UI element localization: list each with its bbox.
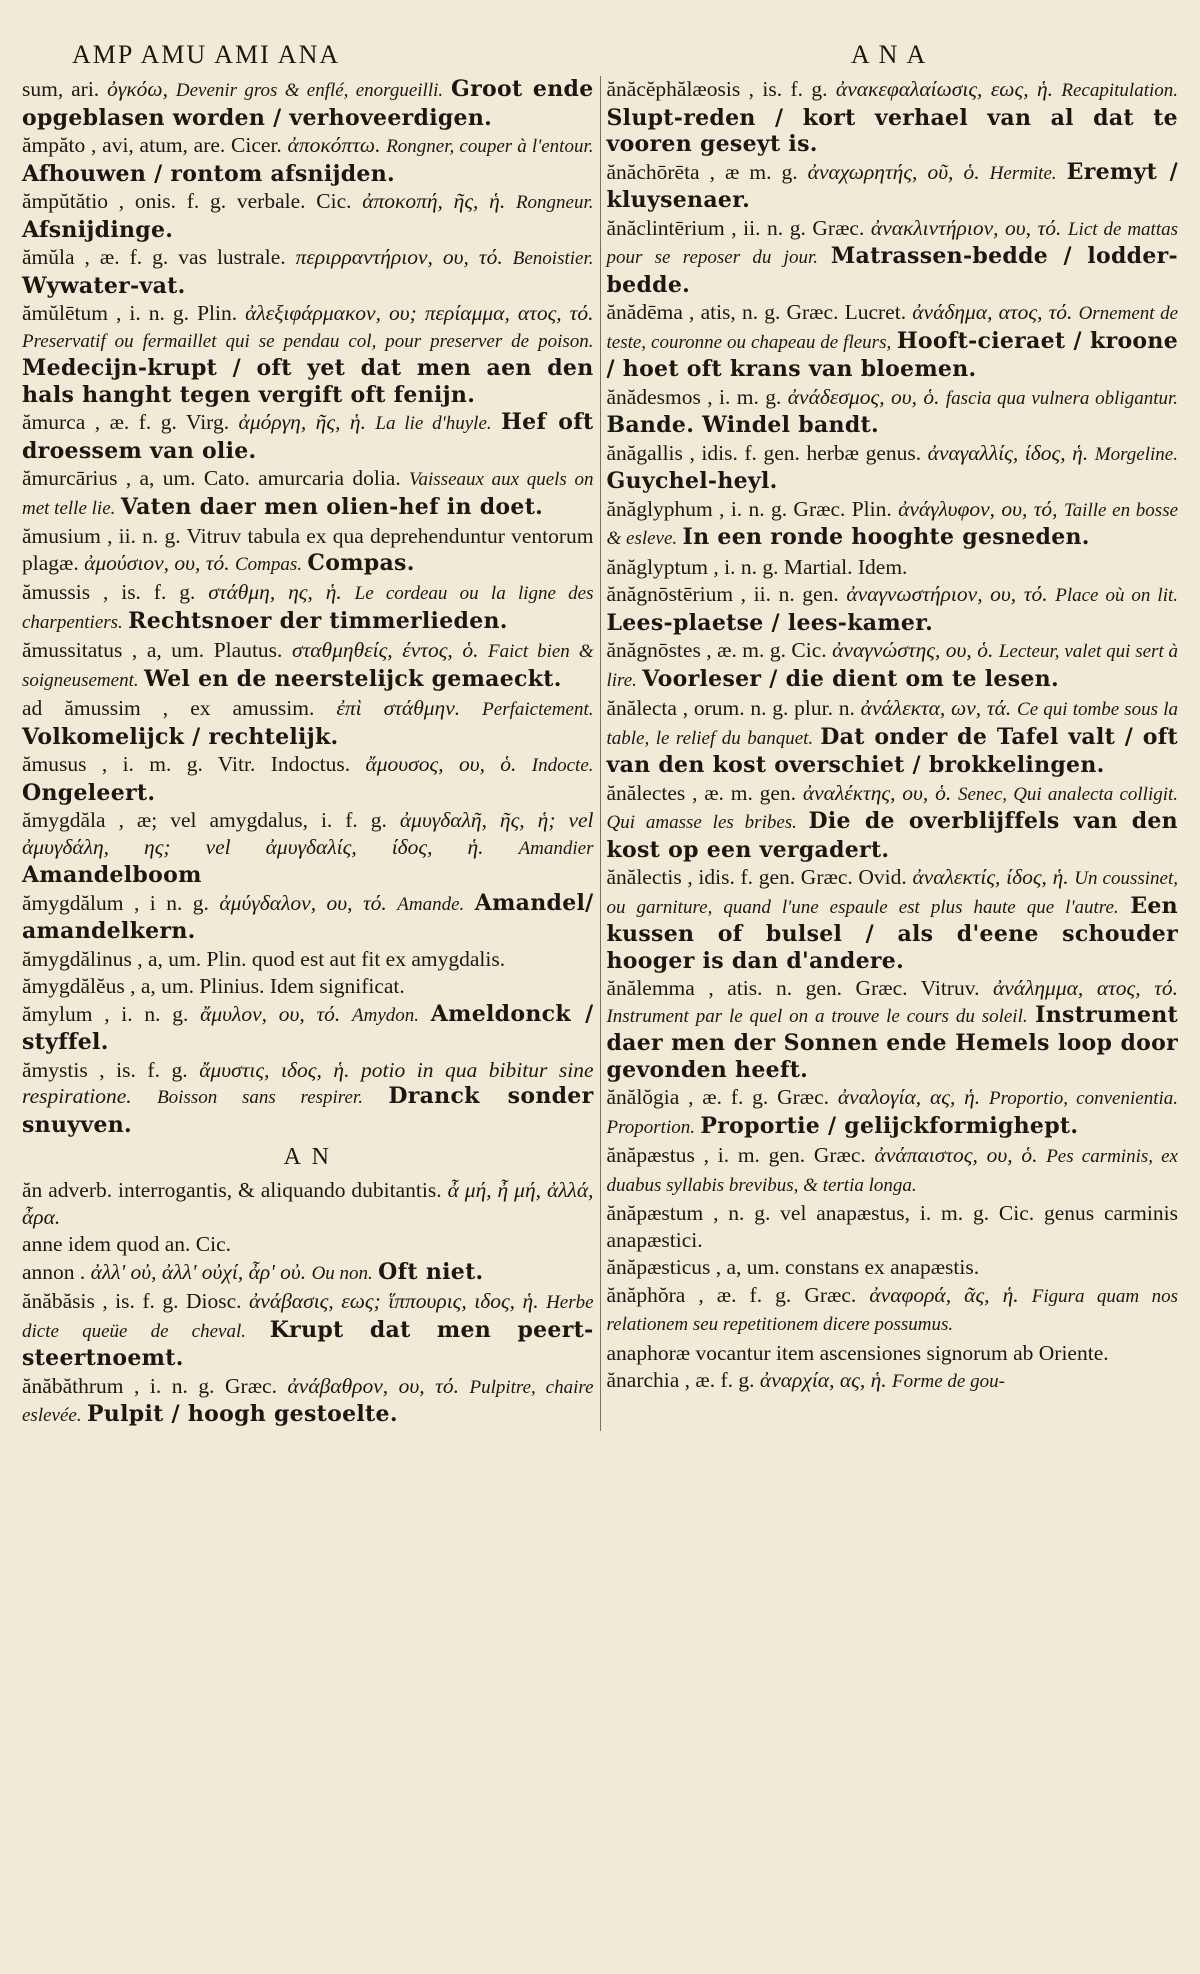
entry-headword: ănălŏgia [606,1085,680,1109]
entry-headword: ănăcĕphălæosis [606,77,741,101]
entry-headword: anaphoræ [606,1340,691,1365]
entry-headword: annon [22,1259,75,1284]
dictionary-entry [22,946,594,973]
entry-headword: ănăglyphum [606,496,713,521]
entry-greek: ἀμούσιον, ου, τό. [84,550,230,575]
entry-french: Forme de gou- [892,1371,1005,1392]
entry-latin: , a, um. Cato. amurcaria dolia. [125,466,401,490]
dictionary-entry [22,807,594,889]
entry-latin: , ii. n. gen. [740,582,839,606]
entry-dutch: Guychel-heyl. [606,468,778,494]
entry-latin: , is. f. g. [99,1057,188,1082]
entry-latin: , a, um. Plautus. [131,638,283,662]
entry-latin: , æ m. g. [709,159,798,184]
entry-french: Morgeline. [1094,443,1178,465]
entry-headword: ănădesmos [606,384,701,409]
entry-headword: ămurca [22,410,86,434]
entry-french: Devenir gros & enflé, enorgueilli. [175,80,444,101]
entry-latin: , idis. f. gen. herbæ genus. [689,440,922,465]
entry-latin: , ii. n. g. Vitruv tabula ex qua deprehenduntur ventorum plagæ. [22,524,594,575]
entry-headword: ănădēma [606,300,683,324]
entry-headword: ăn [22,1178,43,1202]
entry-headword: ămŭla [22,245,75,269]
entry-greek: ἀνακεφαλαίωσις, εως, ἡ. [835,77,1053,101]
entry-latin: , is. f. g. [102,580,196,604]
entry-headword: ămusium [22,524,101,548]
entry-latin: , atis, n. g. Græc. Lucret. [689,300,907,324]
dictionary-entry [606,1367,1178,1396]
entry-latin: , n. g. vel anapæstus, i. m. g. Cic. genus carminis anapæstici. [606,1201,1178,1252]
entry-dutch: Matrassen-bedde / lodder-bedde. [606,243,1178,298]
entry-latin: , i. n. g. Martial. Idem. [713,554,908,579]
dictionary-entry [606,159,1178,214]
entry-latin: , onis. f. g. verbale. Cic. [118,189,352,213]
column-divider [600,76,601,1431]
entry-dutch: Compas. [307,549,415,576]
entry-greek: ἀναγνωστήριον, ου, τό. [846,582,1048,606]
entry-french: Le cordeau ou la ligne des charpentiers. [22,583,594,633]
entry-latin: , orum. n. g. plur. n. [682,696,855,720]
entry-greek: ἀμόργη, ῆς, ἡ. [238,410,366,434]
entry-headword: ămygdălum [22,890,124,915]
entry-french: Taille en bosse & esleve. [606,499,1179,549]
dictionary-entry [606,695,1178,779]
entry-headword: ămygdălĕus [22,974,125,998]
entry-greek: σταθμηθείς, έντος, ὁ. [291,638,479,662]
dictionary-entry [22,300,594,408]
dictionary-entry [606,76,1178,158]
entry-latin: , æ. f. g. Græc. [698,1282,857,1307]
entry-greek: ἀνάδημα, ατος, τό. [912,300,1073,324]
entry-french: Preservatif ou fermaillet qui se pendau col, pour preserver de poison. [22,330,594,352]
entry-dutch: Oft niet. [378,1258,484,1285]
entry-headword: ămusus [22,752,87,776]
entry-headword: ămystis [22,1057,88,1082]
entry-french: Benoistier. [512,248,594,269]
entry-french: Vaisseaux aux quels on met telle lie. [22,469,594,519]
dictionary-entry [22,244,594,299]
entry-dutch: In een ronde hooghte gesneden. [682,524,1090,550]
entry-french: Faict bien & soigneusement. [22,641,594,691]
entry-greek: ἀναλέκτης, ου, ὁ. [802,780,952,805]
entry-greek: ἀνάδεσμος, ου, ὁ. [787,384,940,409]
entry-headword: ămylum [22,1001,93,1026]
entry-greek: ἄμυλον, ου, τό. [200,1001,341,1026]
entry-latin: , i. n. g. [104,1001,189,1026]
entry-headword: ămurcārius [22,466,118,490]
entry-dutch: Hooft-cieraet / kroone / hoet oft krans van bloemen. [606,327,1178,382]
entry-greek: ἀναγαλλίς, ίδος, ἡ. [927,440,1089,465]
entry-latin: , i. m. g. Vitr. Indoctus. [101,752,351,776]
entry-french: Senec, Qui analecta colligit. Qui amasse les bribes. [606,783,1179,833]
entry-greek: ἀνάπαιστος, ου, ὁ. [874,1143,1038,1167]
entry-dutch: Voorleser / die dient om te lesen. [642,665,1059,692]
entry-headword: ănăgallis [606,440,683,465]
entry-french: Proportio, convenientia. Proportion. [606,1088,1178,1138]
entry-headword: ad ămussim [22,696,141,720]
entry-greek: ἄμουσος, ου, ὁ. [365,752,517,776]
left-running-head: AMP AMU AMI ANA [72,40,341,69]
entry-french: Figura quam nos relationem seu repetitionem dicere possumus. [606,1285,1178,1335]
entry-dutch: Wywater-vat. [22,272,186,299]
entry-headword: ănăgnōstērium [606,582,734,606]
entry-dutch: Dat onder de Tafel valt / oft van den kost overschiet / brokkelingen. [606,723,1178,778]
entry-latin: , i n. g. [133,890,209,915]
entry-greek: στάθμη, ης, ἡ. [208,580,342,604]
dictionary-entry [22,465,594,522]
entry-headword: ănăbăthrum [22,1373,124,1398]
entry-latin: , i. n. g. Græc. [134,1373,277,1398]
dictionary-entry [606,1282,1178,1339]
dictionary-entry [606,496,1178,553]
entry-dutch: Slupt-reden / kort verhael van al dat te vooren geseyt is. [606,104,1178,157]
entry-dutch: Groot ende opgeblasen worden / verhoveerdigen. [22,76,594,131]
entry-french: Un coussinet, ou garniture, quand l'une espaule est plus haute que l'autre. [606,868,1179,918]
entry-latin: , i. n. g. Græc. Plin. [719,496,892,521]
entry-headword: ănăpæstum [606,1201,704,1225]
entry-greek: ἀναχωρητής, οῦ, ὁ. [807,159,980,184]
entry-greek: ἀποκοπή, ῆς, ἡ. [362,189,506,213]
entry-headword: ănăglyptum [606,554,708,579]
section-heading: A N [283,1144,332,1170]
entry-greek: ἀνάβασις, εως; ἵππουρις, ιδος, ἡ. [248,1289,539,1313]
entry-dutch: Amandelboom [22,862,202,888]
entry-greek: ἀναρχία, ας, ἡ. [759,1368,887,1392]
entry-greek: ἀναγνώστης, ου, ὁ. [832,638,994,662]
entry-latin: idem quod an. Cic. [67,1232,231,1256]
entry-latin: sum, ari. [22,77,100,101]
entry-dutch: Krupt dat men peert-steertnoemt. [22,1316,594,1371]
entry-dutch: Instrument daer men der Sonnen ende Hemels loop door gevonden heeft. [606,1001,1178,1083]
entry-greek: ἀμύγδαλον, ου, τό. [219,890,387,915]
entry-latin: , is. f. g. [748,77,828,101]
entry-greek: ἀνάλημμα, ατος, τό. [992,976,1178,1000]
dictionary-entry [22,523,594,578]
entry-greek: περιρραντήριον, ου, τό. [295,245,503,269]
entry-french: Amande. [397,893,465,915]
entry-greek: ἀλεξιφάρμακον, ου; περίαμμα, ατος, τό. [245,301,594,325]
dictionary-entry [22,973,594,1000]
dictionary-entry [606,1254,1178,1281]
entry-greek: ἀποκόπτω. [287,133,381,157]
entry-dutch: Volkomelijck / rechtelijk. [22,723,339,750]
entry-greek: ἀνάβαθρον, ου, τό. [287,1373,459,1398]
entry-french: Pes carminis, ex duabus syllabis brevibus, & tertia longa. [606,1146,1178,1196]
dictionary-entry [22,695,594,750]
dictionary-entry [22,76,594,131]
entry-french: Place où on lit. [1055,585,1178,606]
entry-latin: , is. f. g. Diosc. [102,1289,242,1313]
entry-latin: , æ. f. g. [684,1368,755,1392]
dictionary-entry [606,975,1178,1083]
entry-dutch: Afsnijdinge. [22,216,174,243]
entry-greek: ἀναλεκτίς, ίδος, ἡ. [912,865,1069,889]
dictionary-entry [606,581,1178,636]
entry-french: Rongner, couper à l'entour. [386,136,594,157]
entry-french: Instrument par le quel on a trouve le cours du soleil. [606,1005,1028,1027]
entry-greek: ὀγκόω, [107,77,168,101]
dictionary-entry [22,409,594,464]
entry-dutch: Lees-plaetse / lees-kamer. [606,609,934,636]
dictionary-entry [22,890,594,945]
entry-headword: ănăphŏra [606,1282,686,1307]
entry-french: Pulpitre, chaire eslevée. [22,1376,594,1426]
entry-latin: , i. m. gen. Græc. [703,1143,866,1167]
entry-greek: ἄμυστις, ιδος, ἡ. potio in qua bibitur sine respiratione. [22,1057,594,1108]
dictionary-entry [22,637,594,694]
entry-headword: ămygdălinus [22,946,132,971]
entry-dutch: Bande. Windel bandt. [606,412,879,438]
entry-greek: ἀλλ' οὐ, ἀλλ' οὐχί, ἆρ' οὐ. [90,1259,307,1284]
entry-greek: ἀναφορά, ᾶς, ἡ. [869,1282,1019,1307]
entry-latin: , æ. m. g. Cic. [706,638,827,662]
entry-latin: . [79,1259,86,1284]
entry-latin: , avi, atum, are. Cicer. [91,133,282,157]
entry-headword: ămussis [22,580,91,604]
dictionary-entry [606,1084,1178,1141]
entry-french: Boisson sans respirer. [157,1087,363,1108]
dictionary-entry [606,864,1178,974]
entry-latin: adverb. interrogantis, & aliquando dubitantis. [48,1178,442,1202]
entry-greek: ἐπὶ στάθμην. [336,696,461,720]
entry-french: Recapitulation. [1061,80,1179,101]
entry-french: Amandier [518,837,594,859]
entry-latin: , æ. f. g. Græc. [688,1085,830,1109]
entry-dutch: Dranck sonder snuyven. [22,1083,594,1138]
entry-dutch: Proportie / gelijckformighept. [700,1112,1079,1139]
dictionary-entry [606,440,1178,495]
entry-latin: , ii. n. g. Græc. [731,215,865,240]
entry-dutch: Medecijn-krupt / oft yet dat men aen den hals hanght tegen vergift oft fenijn. [22,355,594,408]
entry-latin: , a, um. Plin. quod est aut fit ex amygdalis. [137,946,506,971]
entry-headword: ănăpæstus [606,1143,695,1167]
right-running-head: A N A [850,40,928,69]
entry-latin: , i. n. g. Plin. [116,301,238,325]
dictionary-entry [606,780,1178,864]
entry-latin: , ex amussim. [162,696,315,720]
dictionary-entry [22,1057,594,1139]
entry-latin: , idis. f. gen. Græc. Ovid. [687,865,907,889]
entry-headword: anne [22,1232,63,1256]
entry-headword: ănăpæsticus [606,1255,711,1279]
dictionary-entry [606,554,1178,581]
entry-greek: ἀμυγδαλῆ, ῆς, ἡ; vel ἀμυγδάλη, ης; vel ἀμυγδαλίς, ίδος, ἡ. [22,808,594,859]
entry-latin: , æ. m. gen. [692,780,797,805]
entry-dutch: Amandel/ amandelkern. [22,889,594,944]
entry-latin: , a, um. Plinius. Idem significat. [130,974,405,998]
dictionary-entry [22,1231,594,1258]
entry-greek: ἀνακλιντήριον, ου, τό. [870,215,1062,240]
entry-headword: ămpăto [22,133,86,157]
dictionary-entry [606,1340,1178,1367]
entry-dutch: Ongeleert. [22,779,156,806]
entry-french: Lict de mattas pour se reposer du jour. [606,218,1179,268]
dictionary-entry [22,1288,594,1372]
entry-greek: ἆ μή, ἦ μή, ἀλλά, ἆρα. [22,1178,594,1229]
running-header [22,30,1178,70]
entry-headword: ănălectis [606,865,682,889]
entry-dutch: Afhouwen / rontom afsnijden. [22,160,395,187]
entry-headword: ănălectes [606,780,686,805]
entry-headword: ămygdăla [22,808,106,832]
dictionary-entry [606,1200,1178,1253]
entry-headword: ănălemma [606,976,695,1000]
entry-greek: ἀνάγλυφον, ου, τό, [898,496,1058,521]
entry-dutch: Wel en de neerstelijck gemaeckt. [144,665,562,692]
entry-latin: , æ; vel amygdalus, i. f. g. [118,808,387,832]
entry-french: fascia qua vulnera obligantur. [945,387,1179,409]
entry-french: Ornement de teste, couronne ou chapeau de fleurs, [606,303,1178,353]
dictionary-entry [22,1177,594,1230]
entry-headword: ănăchōrēta [606,159,700,184]
entry-french: Compas. [235,553,303,575]
entry-french: Lecteur, valet qui sert à lire. [606,641,1179,691]
right-column [606,76,1178,1431]
entry-latin: , æ. f. g. Virg. [94,410,230,434]
entry-latin: , atis. n. gen. Græc. Vitruv. [708,976,980,1000]
entry-french: Rongneur. [515,192,594,213]
entry-french: Ce qui tombe sous la table, le relief du banquet. [606,699,1179,749]
entry-dutch: Eremyt / kluysenaer. [606,158,1178,213]
entry-french: Indocte. [531,755,594,776]
entry-latin: vocantur item ascensiones signorum ab Oriente. [695,1340,1109,1365]
entry-headword: ănarchia [606,1368,680,1392]
entry-greek: ἀναλογία, ας, ἡ. [837,1085,981,1109]
entry-french: Herbe dicte queüe de cheval. [22,1292,594,1342]
dictionary-entry [22,188,594,243]
entry-dutch: Die de overblijffels van den kost op een vergadert. [606,808,1178,863]
entry-dutch: Pulpit / hoogh gestoelte. [86,1401,398,1427]
entry-dutch: Hef oft droessem van olie. [22,409,594,464]
entry-headword: ămŭlētum [22,301,108,325]
dictionary-entry [606,299,1178,383]
entry-headword: ănăclintērium [606,215,725,240]
entry-headword: ămussitatus [22,638,123,662]
entry-dutch: Een kussen of bulsel / als d'eene schouder hooger is dan d'andere. [606,892,1178,974]
dictionary-entry [22,132,594,187]
dictionary-entry [606,637,1178,694]
entry-french: La lie d'huyle. [375,413,492,434]
entry-greek: ἀνάλεκτα, ων, τά. [860,696,1012,720]
dictionary-entry [606,384,1178,439]
entry-french: Hermite. [989,162,1057,184]
entry-dutch: Vaten daer men olien-hef in doet. [120,493,544,520]
entry-french: Ou non. [311,1262,373,1284]
columns [22,76,1178,1431]
entry-headword: ănălecta [606,696,677,720]
entry-headword: ămpŭtătio [22,189,108,213]
dictionary-entry [22,1001,594,1056]
dictionary-entry [606,215,1178,299]
entry-french: Perfaictement. [482,699,594,720]
dictionary-entry [22,579,594,636]
entry-dutch: Ameldonck / styffel. [22,1000,594,1055]
entry-french: Amydon. [352,1004,420,1026]
entry-latin: , æ. f. g. vas lustrale. [84,245,286,269]
dictionary-entry [606,1142,1178,1199]
left-column [22,76,594,1431]
entry-dutch: Rechtsnoer der timmerlieden. [128,607,508,634]
dictionary-entry [22,1259,594,1288]
dictionary-entry [22,1373,594,1430]
entry-headword: ănăbăsis [22,1289,95,1313]
entry-latin: , a, um. constans ex anapæstis. [715,1255,980,1279]
dictionary-entry [22,751,594,806]
entry-headword: ănăgnōstes [606,638,701,662]
entry-latin: , i. m. g. [707,384,782,409]
